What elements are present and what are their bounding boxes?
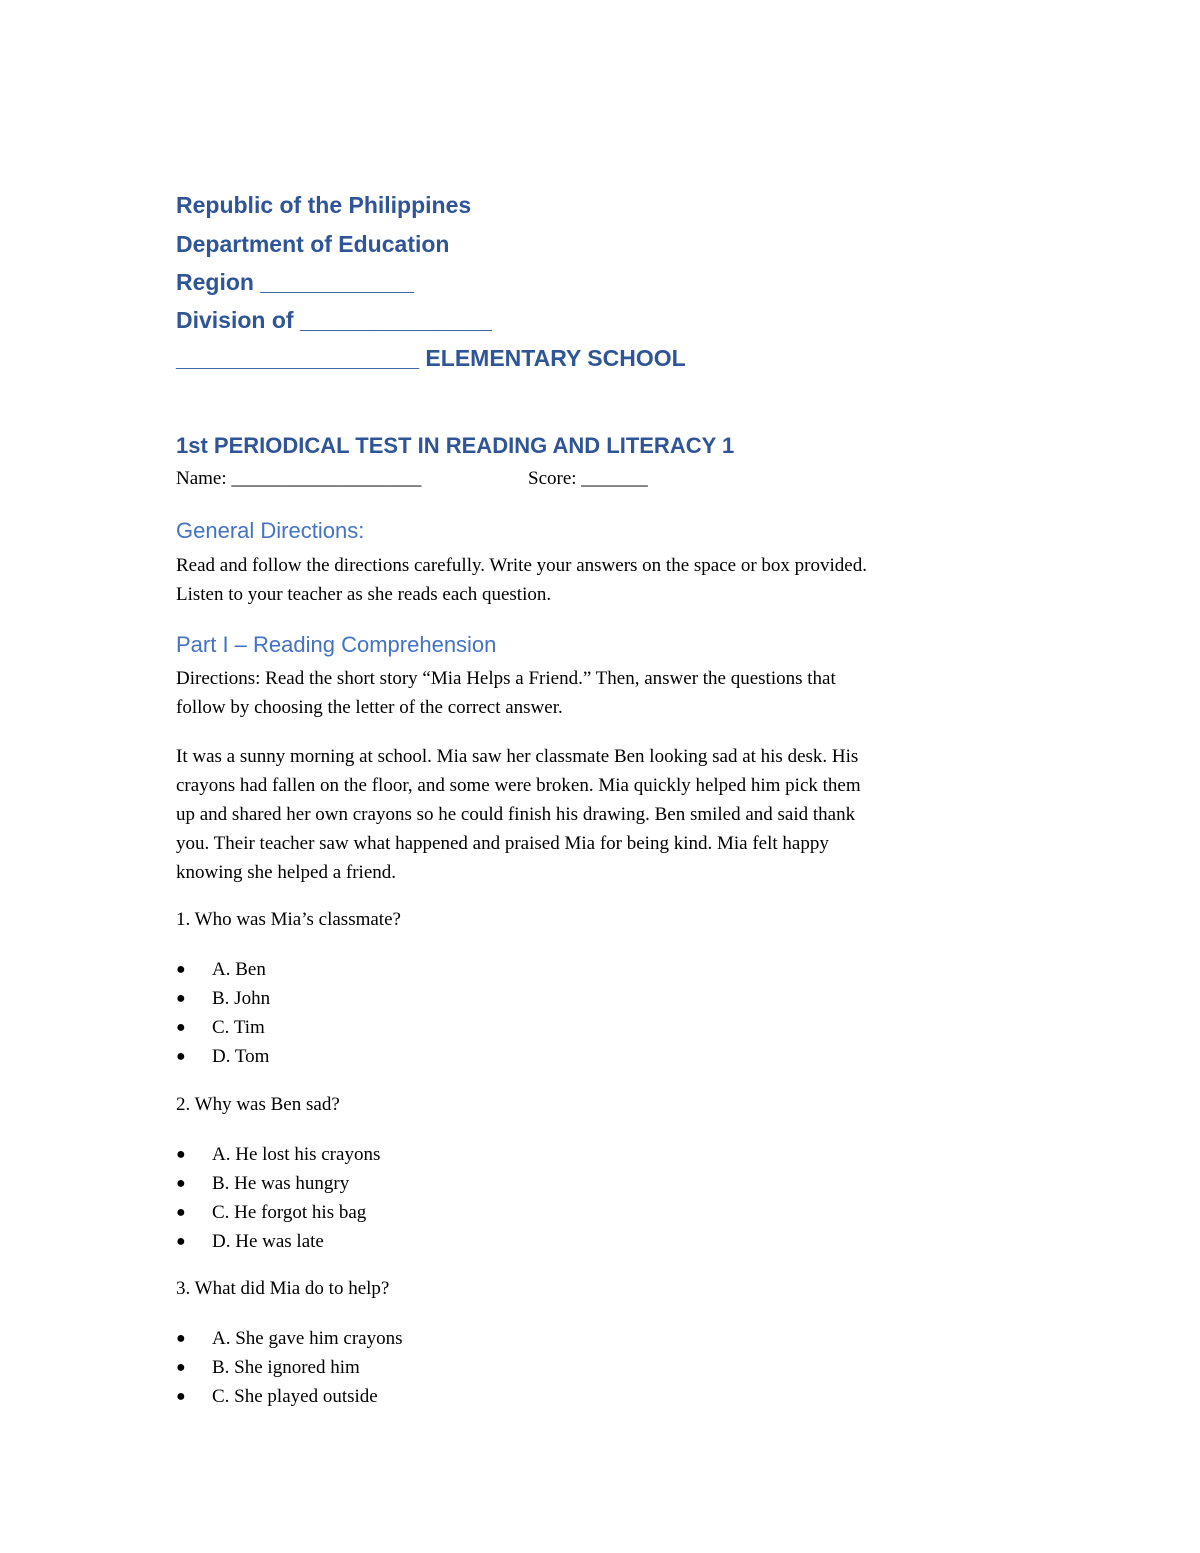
- bullet-icon: ●: [176, 1048, 186, 1065]
- bullet-icon: ●: [176, 1146, 186, 1163]
- option-item[interactable]: [176, 1042, 270, 1071]
- option-label: D. Tom: [212, 1046, 270, 1067]
- part1-heading: Part I – Reading Comprehension: [176, 632, 497, 657]
- option-label: A. He lost his crayons: [212, 1144, 381, 1165]
- header-department: Department of Education: [176, 231, 450, 257]
- option-label: C. He forgot his bag: [212, 1202, 367, 1223]
- name-score-row: [176, 468, 648, 490]
- name-field[interactable]: Name: ____________________: [176, 468, 422, 489]
- option-item[interactable]: [176, 1353, 402, 1382]
- bullet-icon: ●: [176, 990, 186, 1007]
- option-item[interactable]: [176, 1198, 380, 1227]
- story-line: knowing she helped a friend.: [176, 862, 397, 883]
- question-2-options: [176, 1140, 380, 1256]
- header-school: ___________________ ELEMENTARY SCHOOL: [176, 345, 686, 371]
- test-title: 1st PERIODICAL TEST IN READING AND LITERACY 1: [176, 433, 735, 458]
- bullet-icon: ●: [176, 1233, 186, 1250]
- bullet-icon: ●: [176, 1388, 186, 1405]
- option-label: C. Tim: [212, 1017, 265, 1038]
- option-label: B. She ignored him: [212, 1357, 360, 1378]
- story-paragraph: [176, 742, 1036, 887]
- bullet-icon: ●: [176, 961, 186, 978]
- option-label: B. John: [212, 988, 271, 1009]
- option-item[interactable]: [176, 1169, 380, 1198]
- header-republic: Republic of the Philippines: [176, 192, 472, 218]
- option-item[interactable]: [176, 955, 270, 984]
- option-item[interactable]: [176, 1013, 270, 1042]
- question-1-options: [176, 955, 270, 1071]
- bullet-icon: ●: [176, 1330, 186, 1347]
- header-division: Division of _______________: [176, 307, 492, 333]
- option-label: C. She played outside: [212, 1386, 378, 1407]
- bullet-icon: ●: [176, 1019, 186, 1036]
- option-label: A. She gave him crayons: [212, 1328, 403, 1349]
- score-field[interactable]: Score: _______: [528, 468, 648, 489]
- question-3-options: [176, 1324, 402, 1411]
- part1-directions-line: Directions: Read the short story “Mia Helps a Friend.” Then, answer the questions that: [176, 668, 836, 689]
- option-label: D. He was late: [212, 1231, 324, 1252]
- question-1: 1. Who was Mia’s classmate?: [176, 909, 401, 930]
- header-region: Region ____________: [176, 269, 414, 295]
- part1-directions-line: follow by choosing the letter of the correct answer.: [176, 697, 563, 718]
- option-item[interactable]: [176, 1382, 402, 1411]
- option-item[interactable]: [176, 1324, 402, 1353]
- story-line: crayons had fallen on the floor, and some were broken. Mia quickly helped him pick them: [176, 775, 861, 796]
- option-item[interactable]: [176, 984, 270, 1013]
- bullet-icon: ●: [176, 1175, 186, 1192]
- option-item[interactable]: [176, 1140, 380, 1169]
- story-line: you. Their teacher saw what happened and praised Mia for being kind. Mia felt happy: [176, 833, 829, 854]
- general-directions-heading: General Directions:: [176, 518, 365, 543]
- bullet-icon: ●: [176, 1204, 186, 1221]
- bullet-icon: ●: [176, 1359, 186, 1376]
- general-directions-line: Listen to your teacher as she reads each question.: [176, 584, 552, 605]
- general-directions-text: [176, 551, 1036, 609]
- question-2: 2. Why was Ben sad?: [176, 1094, 340, 1115]
- story-line: It was a sunny morning at school. Mia saw her classmate Ben looking sad at his desk. His: [176, 746, 859, 767]
- question-3: 3. What did Mia do to help?: [176, 1278, 390, 1299]
- general-directions-line: Read and follow the directions carefully. Write your answers on the space or box provided.: [176, 555, 867, 576]
- story-line: up and shared her own crayons so he could finish his drawing. Ben smiled and said thank: [176, 804, 856, 825]
- option-label: B. He was hungry: [212, 1173, 350, 1194]
- option-item[interactable]: [176, 1227, 380, 1256]
- option-label: A. Ben: [212, 959, 266, 980]
- part1-directions: [176, 664, 1036, 722]
